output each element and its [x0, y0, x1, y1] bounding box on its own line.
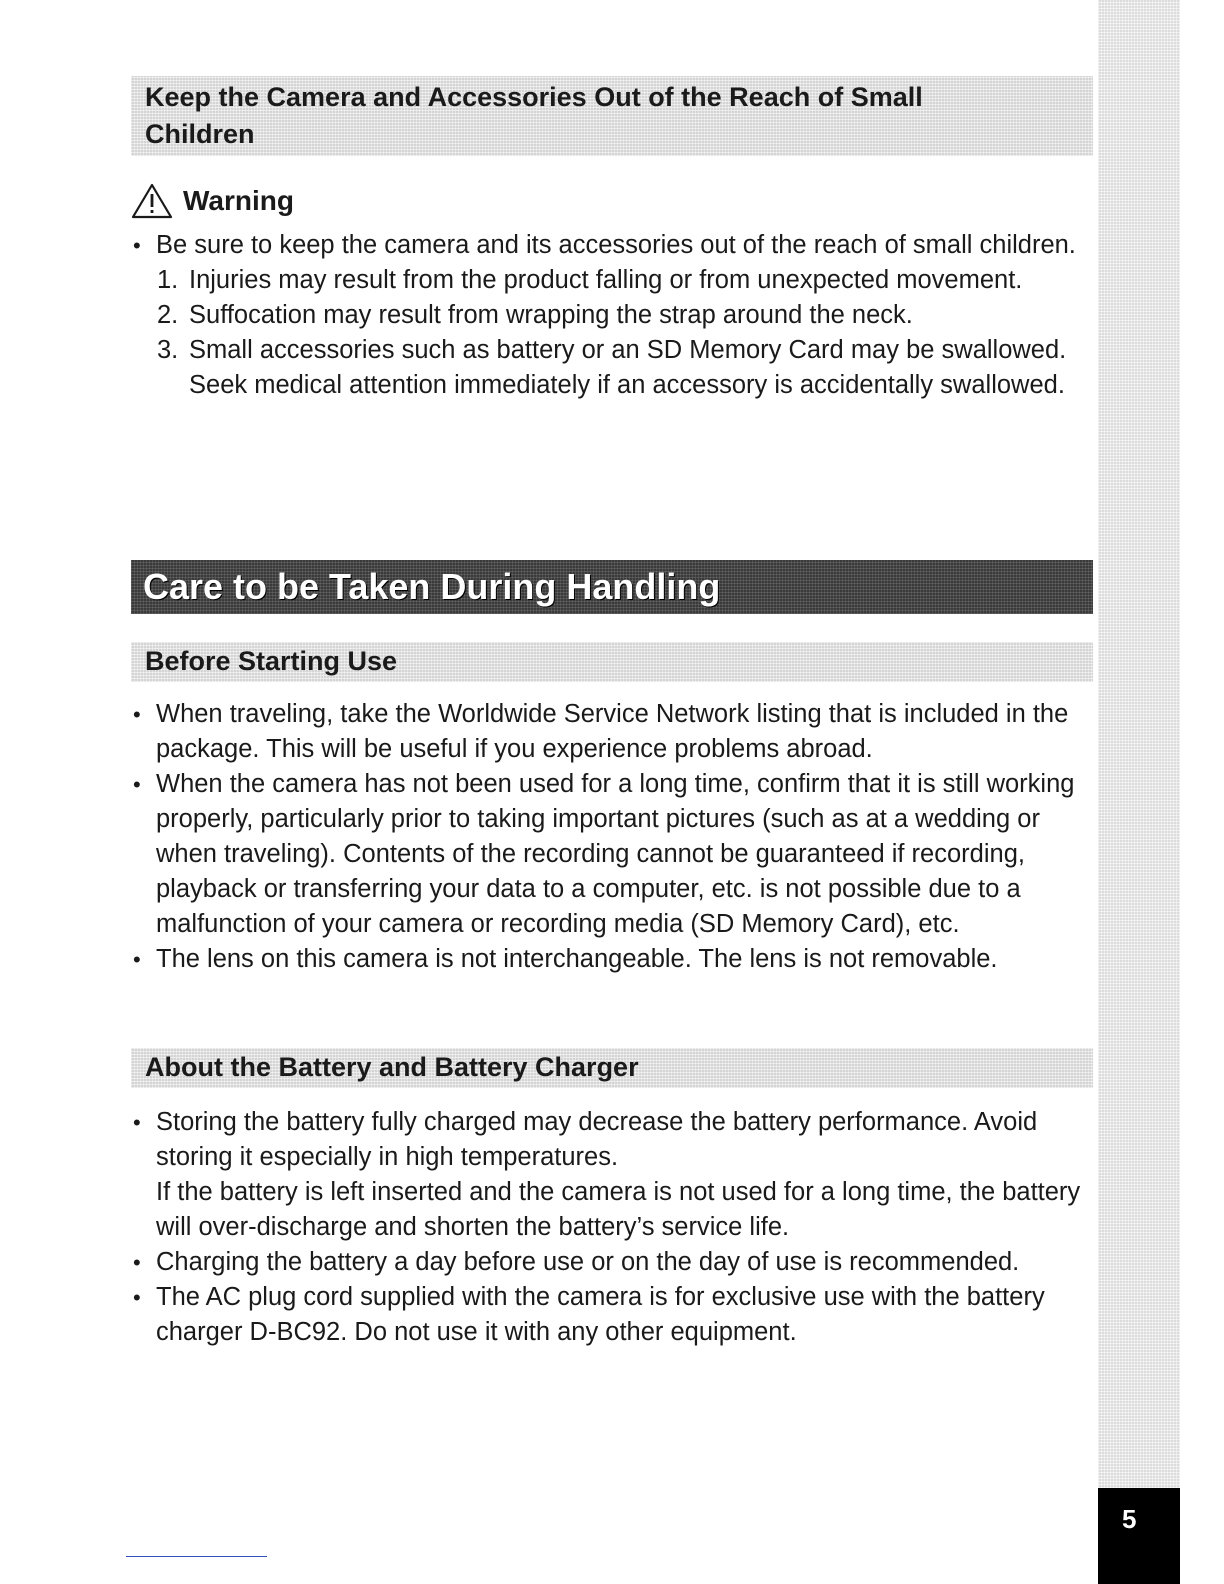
- battery-content: [131, 1105, 1091, 1350]
- before-use-bullet: [131, 767, 1091, 942]
- children-content: [131, 228, 1091, 403]
- side-strip: [1098, 0, 1180, 1584]
- children-heading: [131, 76, 1093, 156]
- warning-row: [131, 182, 294, 220]
- before-use-bullet-text: When the camera has not been used for a long time, confirm that it is still working properly, particularly prior to taking important pictures (such as at a wedding or when traveling). Contents of the recording cannot be guaranteed if recording, playback or transferring your data to a computer, etc. is not possible due to a malfunction of your camera or recording media (SD Memory Card), etc.: [156, 770, 1075, 938]
- battery-bullet-text: The AC plug cord supplied with the camera is for exclusive use with the battery charger D-BC92. Do not use it with any other equipment.: [156, 1283, 1045, 1346]
- numbered-item: [131, 263, 1091, 298]
- numbered-item: [131, 298, 1091, 333]
- item-text: Small accessories such as battery or an SD Memory Card may be swallowed. Seek medical attention immediately if an accessory is accidentally swallowed.: [189, 336, 1067, 399]
- before-use-heading: [131, 642, 1093, 682]
- children-bullet: [131, 228, 1091, 263]
- care-heading: [131, 560, 1093, 614]
- bullet-dot: •: [133, 702, 141, 727]
- care-heading-text: Care to be Taken During Handling: [143, 566, 721, 607]
- warning-triangle-icon: [131, 183, 173, 219]
- battery-heading-text: About the Battery and Battery Charger: [145, 1052, 639, 1082]
- battery-bullet: [131, 1105, 1091, 1175]
- bullet-dot: •: [133, 1110, 141, 1135]
- item-number: 2.: [157, 301, 179, 329]
- before-use-bullet-text: The lens on this camera is not interchangeable. The lens is not removable.: [156, 945, 998, 973]
- before-use-bullet: [131, 942, 1091, 977]
- bullet-dot: •: [133, 233, 141, 258]
- item-number: 3.: [157, 336, 179, 364]
- item-text: Suffocation may result from wrapping the strap around the neck.: [189, 301, 913, 329]
- page-number-tab: [1098, 1488, 1180, 1584]
- bullet-dot: •: [133, 1285, 141, 1310]
- battery-bullet: [131, 1280, 1091, 1350]
- before-use-bullet-text: When traveling, take the Worldwide Service Network listing that is included in the package. This will be useful if you experience problems abroad.: [156, 700, 1069, 763]
- before-use-bullet: [131, 697, 1091, 767]
- battery-bullet-text: Charging the battery a day before use or on the day of use is recommended.: [156, 1248, 1020, 1276]
- before-use-content: [131, 697, 1091, 977]
- bullet-dot: •: [133, 772, 141, 797]
- battery-bullet-text: Storing the battery fully charged may decrease the battery performance. Avoid storing it especially in high temperatures.: [156, 1108, 1038, 1171]
- bullet-dot: •: [133, 1250, 141, 1275]
- item-text: Injuries may result from the product falling or from unexpected movement.: [189, 266, 1023, 294]
- item-number: 1.: [157, 266, 179, 294]
- warning-label: Warning: [183, 185, 294, 216]
- children-heading-line1: Keep the Camera and Accessories Out of the Reach of Small: [145, 82, 923, 112]
- page-number: 5: [1122, 1504, 1137, 1534]
- numbered-item: [131, 333, 1091, 403]
- children-bullet-text: Be sure to keep the camera and its accessories out of the reach of small children.: [156, 231, 1076, 259]
- footer-rule: [126, 1556, 267, 1557]
- bullet-dot: •: [133, 947, 141, 972]
- children-heading-line2: Children: [145, 119, 255, 149]
- battery-bullet: [131, 1245, 1091, 1280]
- battery-bullet-continuation: If the battery is left inserted and the camera is not used for a long time, the battery will over-discharge and shorten the battery’s service life.: [156, 1178, 1081, 1241]
- battery-heading: [131, 1048, 1093, 1088]
- before-use-heading-text: Before Starting Use: [145, 646, 398, 676]
